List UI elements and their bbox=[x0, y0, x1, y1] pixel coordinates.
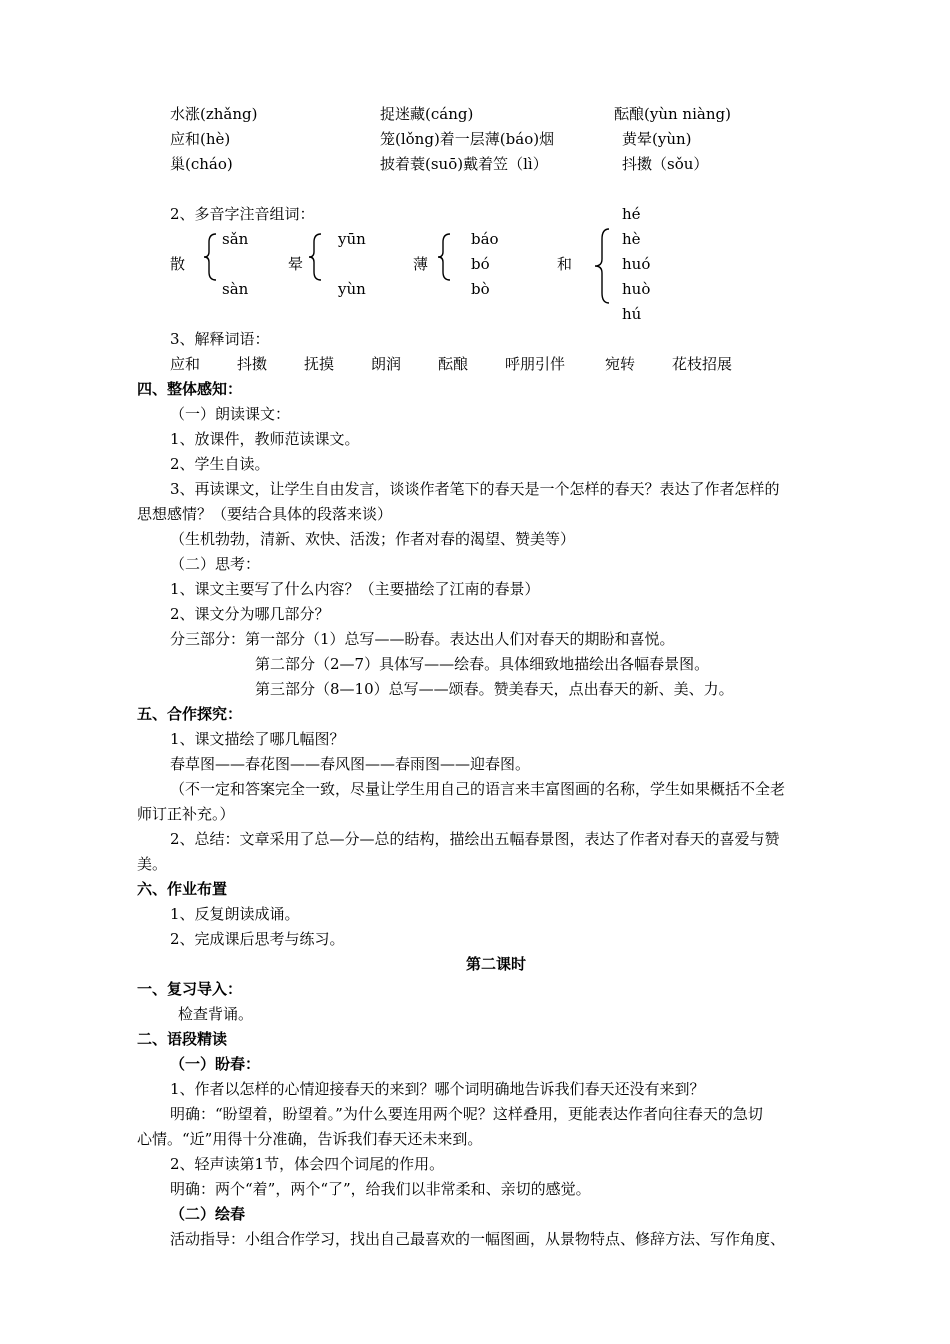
polyphone-he-reading-5: hú bbox=[622, 305, 642, 323]
paragraph: 第三部分（8—10）总写——颂春。赞美春天，点出春天的新、美、力。 bbox=[255, 680, 734, 698]
polyphone-bao-reading-1: báo bbox=[471, 230, 499, 248]
paragraph: 心情。“近”用得十分准确，告诉我们春天还未来到。 bbox=[137, 1130, 483, 1148]
polyphone-heading: 2、多音字注音组词： bbox=[170, 205, 315, 223]
polyphone-san-reading-1: sǎn bbox=[222, 230, 249, 248]
polyphone-he-reading-4: huò bbox=[622, 280, 651, 298]
paragraph: 1、放课件，教师范读课文。 bbox=[170, 430, 360, 448]
section-heading: 五、合作探究： bbox=[137, 705, 243, 723]
polyphone-he-reading-1: hé bbox=[622, 205, 641, 223]
section-heading: 一、复习导入： bbox=[137, 980, 243, 998]
paragraph: 活动指导：小组合作学习，找出自己最喜欢的一幅图画，从景物特点、修辞方法、写作角度、 bbox=[170, 1230, 786, 1248]
paragraph: 1、课文主要写了什么内容？（主要描绘了江南的春景） bbox=[170, 580, 540, 598]
explain-word: 酝酿 bbox=[438, 355, 469, 373]
paragraph: 春草图——春花图——春风图——春雨图——迎春图。 bbox=[170, 755, 531, 773]
lesson-title: 第二课时 bbox=[466, 955, 527, 973]
subheading: （二）绘春 bbox=[170, 1205, 246, 1223]
polyphone-bao-reading-2: bó bbox=[471, 255, 490, 273]
paragraph: 1、反复朗读成诵。 bbox=[170, 905, 300, 923]
explain-heading: 3、解释词语： bbox=[170, 330, 270, 348]
paragraph: 3、再读课文，让学生自由发言，谈谈作者笔下的春天是一个怎样的春天？表达了作者怎样的 bbox=[170, 480, 780, 498]
polyphone-he-reading-2: hè bbox=[622, 230, 641, 248]
brace-icon bbox=[308, 232, 322, 282]
explain-word: 抚摸 bbox=[304, 355, 335, 373]
paragraph: 2、学生自读。 bbox=[170, 455, 270, 473]
paragraph: （生机勃勃，清新、欢快、活泼；作者对春的渴望、赞美等） bbox=[170, 530, 576, 548]
paragraph: 1、作者以怎样的心情迎接春天的来到？哪个词明确地告诉我们春天还没有来到？ bbox=[170, 1080, 705, 1098]
polyphone-bao-char: 薄 bbox=[413, 255, 429, 273]
paragraph: 第二部分（2—7）具体写——绘春。具体细致地描绘出各幅春景图。 bbox=[255, 655, 710, 673]
vocab-2-3: 黄晕(yùn) bbox=[622, 130, 692, 148]
paragraph: 2、总结：文章采用了总—分—总的结构，描绘出五幅春景图，表达了作者对春天的喜爱与赞 bbox=[170, 830, 780, 848]
brace-icon bbox=[594, 227, 610, 305]
section-heading: 六、作业布置 bbox=[137, 880, 228, 898]
polyphone-yun-reading-2: yùn bbox=[338, 280, 366, 298]
vocab-1-1: 水涨(zhǎng) bbox=[170, 105, 258, 123]
paragraph: 分三部分：第一部分（1）总写——盼春。表达出人们对春天的期盼和喜悦。 bbox=[170, 630, 675, 648]
explain-word: 呼朋引伴 bbox=[505, 355, 566, 373]
brace-icon bbox=[437, 232, 451, 282]
brace-icon bbox=[203, 232, 217, 282]
paragraph: （不一定和答案完全一致，尽量让学生用自己的语言来丰富图画的名称，学生如果概括不全老 bbox=[170, 780, 786, 798]
paragraph: 2、完成课后思考与练习。 bbox=[170, 930, 345, 948]
polyphone-yun-reading-1: yūn bbox=[338, 230, 366, 248]
paragraph: 2、课文分为哪几部分？ bbox=[170, 605, 330, 623]
subheading: （一）朗读课文： bbox=[170, 405, 291, 423]
vocab-2-2: 笼(lǒng)着一层薄(báo)烟 bbox=[380, 130, 555, 148]
explain-word: 宛转 bbox=[605, 355, 636, 373]
subheading: （一）盼春： bbox=[170, 1055, 261, 1073]
paragraph: 师订正补充。） bbox=[137, 805, 235, 823]
polyphone-yun-char: 晕 bbox=[288, 255, 304, 273]
vocab-3-1: 巢(cháo) bbox=[170, 155, 233, 173]
polyphone-san-reading-2: sàn bbox=[222, 280, 249, 298]
polyphone-san-char: 散 bbox=[170, 255, 186, 273]
section-heading: 四、整体感知： bbox=[137, 380, 243, 398]
polyphone-he-char: 和 bbox=[557, 255, 573, 273]
explain-word: 应和 bbox=[170, 355, 201, 373]
paragraph: 美。 bbox=[137, 855, 168, 873]
explain-word: 花枝招展 bbox=[672, 355, 733, 373]
paragraph: 检查背诵。 bbox=[178, 1005, 254, 1023]
polyphone-bao-reading-3: bò bbox=[471, 280, 490, 298]
paragraph: 思想感情？（要结合具体的段落来谈） bbox=[137, 505, 393, 523]
vocab-1-3: 酝酿(yùn niàng) bbox=[614, 105, 731, 123]
section-heading: 二、语段精读 bbox=[137, 1030, 228, 1048]
paragraph: 明确：两个“着”，两个“了”，给我们以非常柔和、亲切的感觉。 bbox=[170, 1180, 591, 1198]
paragraph: 2、轻声读第1节，体会四个词尾的作用。 bbox=[170, 1155, 445, 1173]
vocab-3-2: 披着蓑(suō)戴着笠（lì） bbox=[380, 155, 548, 173]
paragraph: 1、课文描绘了哪几幅图？ bbox=[170, 730, 345, 748]
paragraph: 明确：“盼望着，盼望着。”为什么要连用两个呢？这样叠用，更能表达作者向往春天的急切 bbox=[170, 1105, 763, 1123]
explain-word: 抖擞 bbox=[237, 355, 268, 373]
polyphone-he-reading-3: huó bbox=[622, 255, 651, 273]
vocab-3-3: 抖擞（sǒu） bbox=[622, 155, 709, 173]
vocab-2-1: 应和(hè) bbox=[170, 130, 231, 148]
vocab-1-2: 捉迷藏(cáng) bbox=[380, 105, 474, 123]
explain-word: 朗润 bbox=[371, 355, 402, 373]
subheading: （二）思考： bbox=[170, 555, 261, 573]
